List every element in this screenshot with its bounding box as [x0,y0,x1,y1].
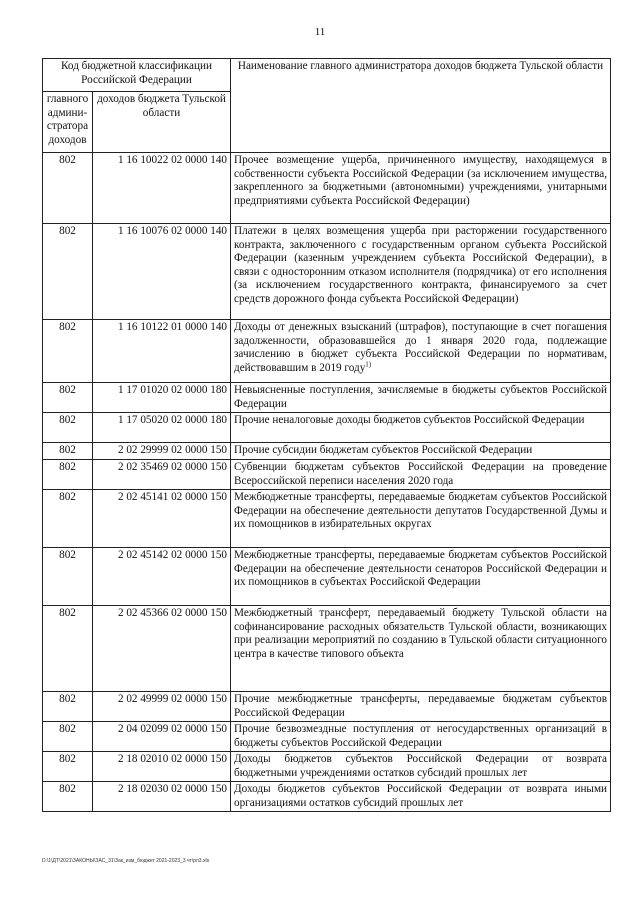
revenue-name-cell: Субвенции бюджетам субъектов Российской Федерации на проведение Всероссийской переписи населения 2020 года [231,460,611,490]
admin-code-cell: 802 [43,722,93,752]
revenue-name-cell: Прочее возмещение ущерба, причиненного имуществу, находящемуся в собственности субъекта Российской Федерации (за исключением имущества, закрепленного за бюджетными (автономными) учреждениями, унитарными предприятиями субъекта Российской Федерации) [231,153,611,224]
page-number: 11 [314,26,326,38]
table-row [43,224,611,320]
table-row [43,383,611,413]
revenue-column-header: доходов бюджета Тульской области [93,92,231,153]
revenue-code-cell: 1 16 10022 02 0000 140 [93,153,231,224]
table-row [43,548,611,606]
revenue-code-cell: 2 18 02010 02 0000 150 [93,752,231,782]
footnote-marker: 1) [365,359,372,368]
table-row [43,782,611,812]
revenue-code-cell: 2 18 02030 02 0000 150 [93,782,231,812]
admin-code-cell: 802 [43,153,93,224]
revenue-name-cell: Межбюджетные трансферты, передаваемые бюджетам субъектов Российской Федерации на обеспечение деятельности депутатов Государственной Думы и их помощников в избирательных округах [231,490,611,548]
table-row [43,460,611,490]
admin-code-cell: 802 [43,460,93,490]
revenue-code-cell: 2 02 29999 02 0000 150 [93,443,231,460]
table-row [43,722,611,752]
budget-classification-table [42,58,611,812]
revenue-code-cell: 2 04 02099 02 0000 150 [93,722,231,752]
revenue-name-cell: Доходы бюджетов субъектов Российской Федерации от возврата иными организациями остатков субсидий прошлых лет [231,782,611,812]
admin-code-cell: 802 [43,606,93,692]
table-row [43,606,611,692]
revenue-name-cell: Прочие неналоговые доходы бюджетов субъектов Российской Федерации [231,413,611,443]
revenue-name-cell: Прочие безвозмездные поступления от негосударственных организаций в бюджеты субъектов Российской Федерации [231,722,611,752]
admin-code-cell: 802 [43,490,93,548]
revenue-code-cell: 1 17 05020 02 0000 180 [93,413,231,443]
revenue-name-cell: Невыясненные поступления, зачисляемые в бюджеты субъектов Российской Федерации [231,383,611,413]
revenue-code-cell: 1 16 10122 01 0000 140 [93,320,231,383]
revenue-code-cell: 1 16 10076 02 0000 140 [93,224,231,320]
revenue-name-cell: Межбюджетные трансферты, передаваемые бюджетам субъектов Российской Федерации на обеспечение деятельности сенаторов Российской Федерации и их помощников в субъектах Российской Федерации [231,548,611,606]
table-row [43,153,611,224]
revenue-code-cell: 2 02 49999 02 0000 150 [93,692,231,722]
revenue-name-cell: Межбюджетный трансферт, передаваемый бюджету Тульской области на софинансирование расходных обязательств Тульской области, возникающих при реализации мероприятий по созданию в Тульской области ситуационного центра в качестве типового объекта [231,606,611,692]
file-path-footer: D:\1\ДТ\2021\ЗАКОНЫ\ЗАС_31\Зак_изм_бюджет 2021-2023_3 чт\рп3.xls [42,858,210,864]
revenue-name-cell: Прочие субсидии бюджетам субъектов Российской Федерации [231,443,611,460]
admin-code-cell: 802 [43,692,93,722]
admin-code-cell: 802 [43,782,93,812]
revenue-name-text: Доходы от денежных взысканий (штрафов), поступающие в счет погашения задолженности, образовавшейся до 1 января 2020 года, подлежащие зачислению в бюджет субъекта Российской Федерации по нормативам, действовавшим в 2019 году [234,321,608,374]
revenue-name-cell: Платежи в целях возмещения ущерба при расторжении государственного контракта, заключенного с государственным органом субъекта Российской Федерации (казенным учреждением субъекта Российской Федерации), в связи с односторонним отказом исполнителя (подрядчика) от его исполнения (за исключением государственного контракта, финансируемого за счет средств дорожного фонда субъекта Российской Федерации) [231,224,611,320]
admin-code-cell: 802 [43,224,93,320]
table-row [43,692,611,722]
revenue-code-cell: 2 02 45141 02 0000 150 [93,490,231,548]
name-column-header: Наименование главного администратора доходов бюджета Тульской области [231,59,611,153]
admin-column-header: главного админи-стратора доходов [43,92,93,153]
table-row [43,320,611,383]
admin-code-cell: 802 [43,443,93,460]
revenue-code-cell: 1 17 01020 02 0000 180 [93,383,231,413]
revenue-name-cell: Прочие межбюджетные трансферты, передаваемые бюджетам субъектов Российской Федерации [231,692,611,722]
table-row [43,443,611,460]
table-header-row [43,59,611,92]
table-row [43,490,611,548]
revenue-code-cell: 2 02 35469 02 0000 150 [93,460,231,490]
revenue-name-cell [231,320,611,383]
revenue-code-cell: 2 02 45142 02 0000 150 [93,548,231,606]
revenue-name-cell: Доходы бюджетов субъектов Российской Федерации от возврата бюджетными учреждениями остатков субсидий прошлых лет [231,752,611,782]
admin-code-cell: 802 [43,548,93,606]
table-row [43,752,611,782]
admin-code-cell: 802 [43,320,93,383]
code-group-header: Код бюджетной классификации Российской Федерации [43,59,231,92]
admin-code-cell: 802 [43,413,93,443]
admin-code-cell: 802 [43,383,93,413]
table-row [43,413,611,443]
admin-code-cell: 802 [43,752,93,782]
revenue-code-cell: 2 02 45366 02 0000 150 [93,606,231,692]
